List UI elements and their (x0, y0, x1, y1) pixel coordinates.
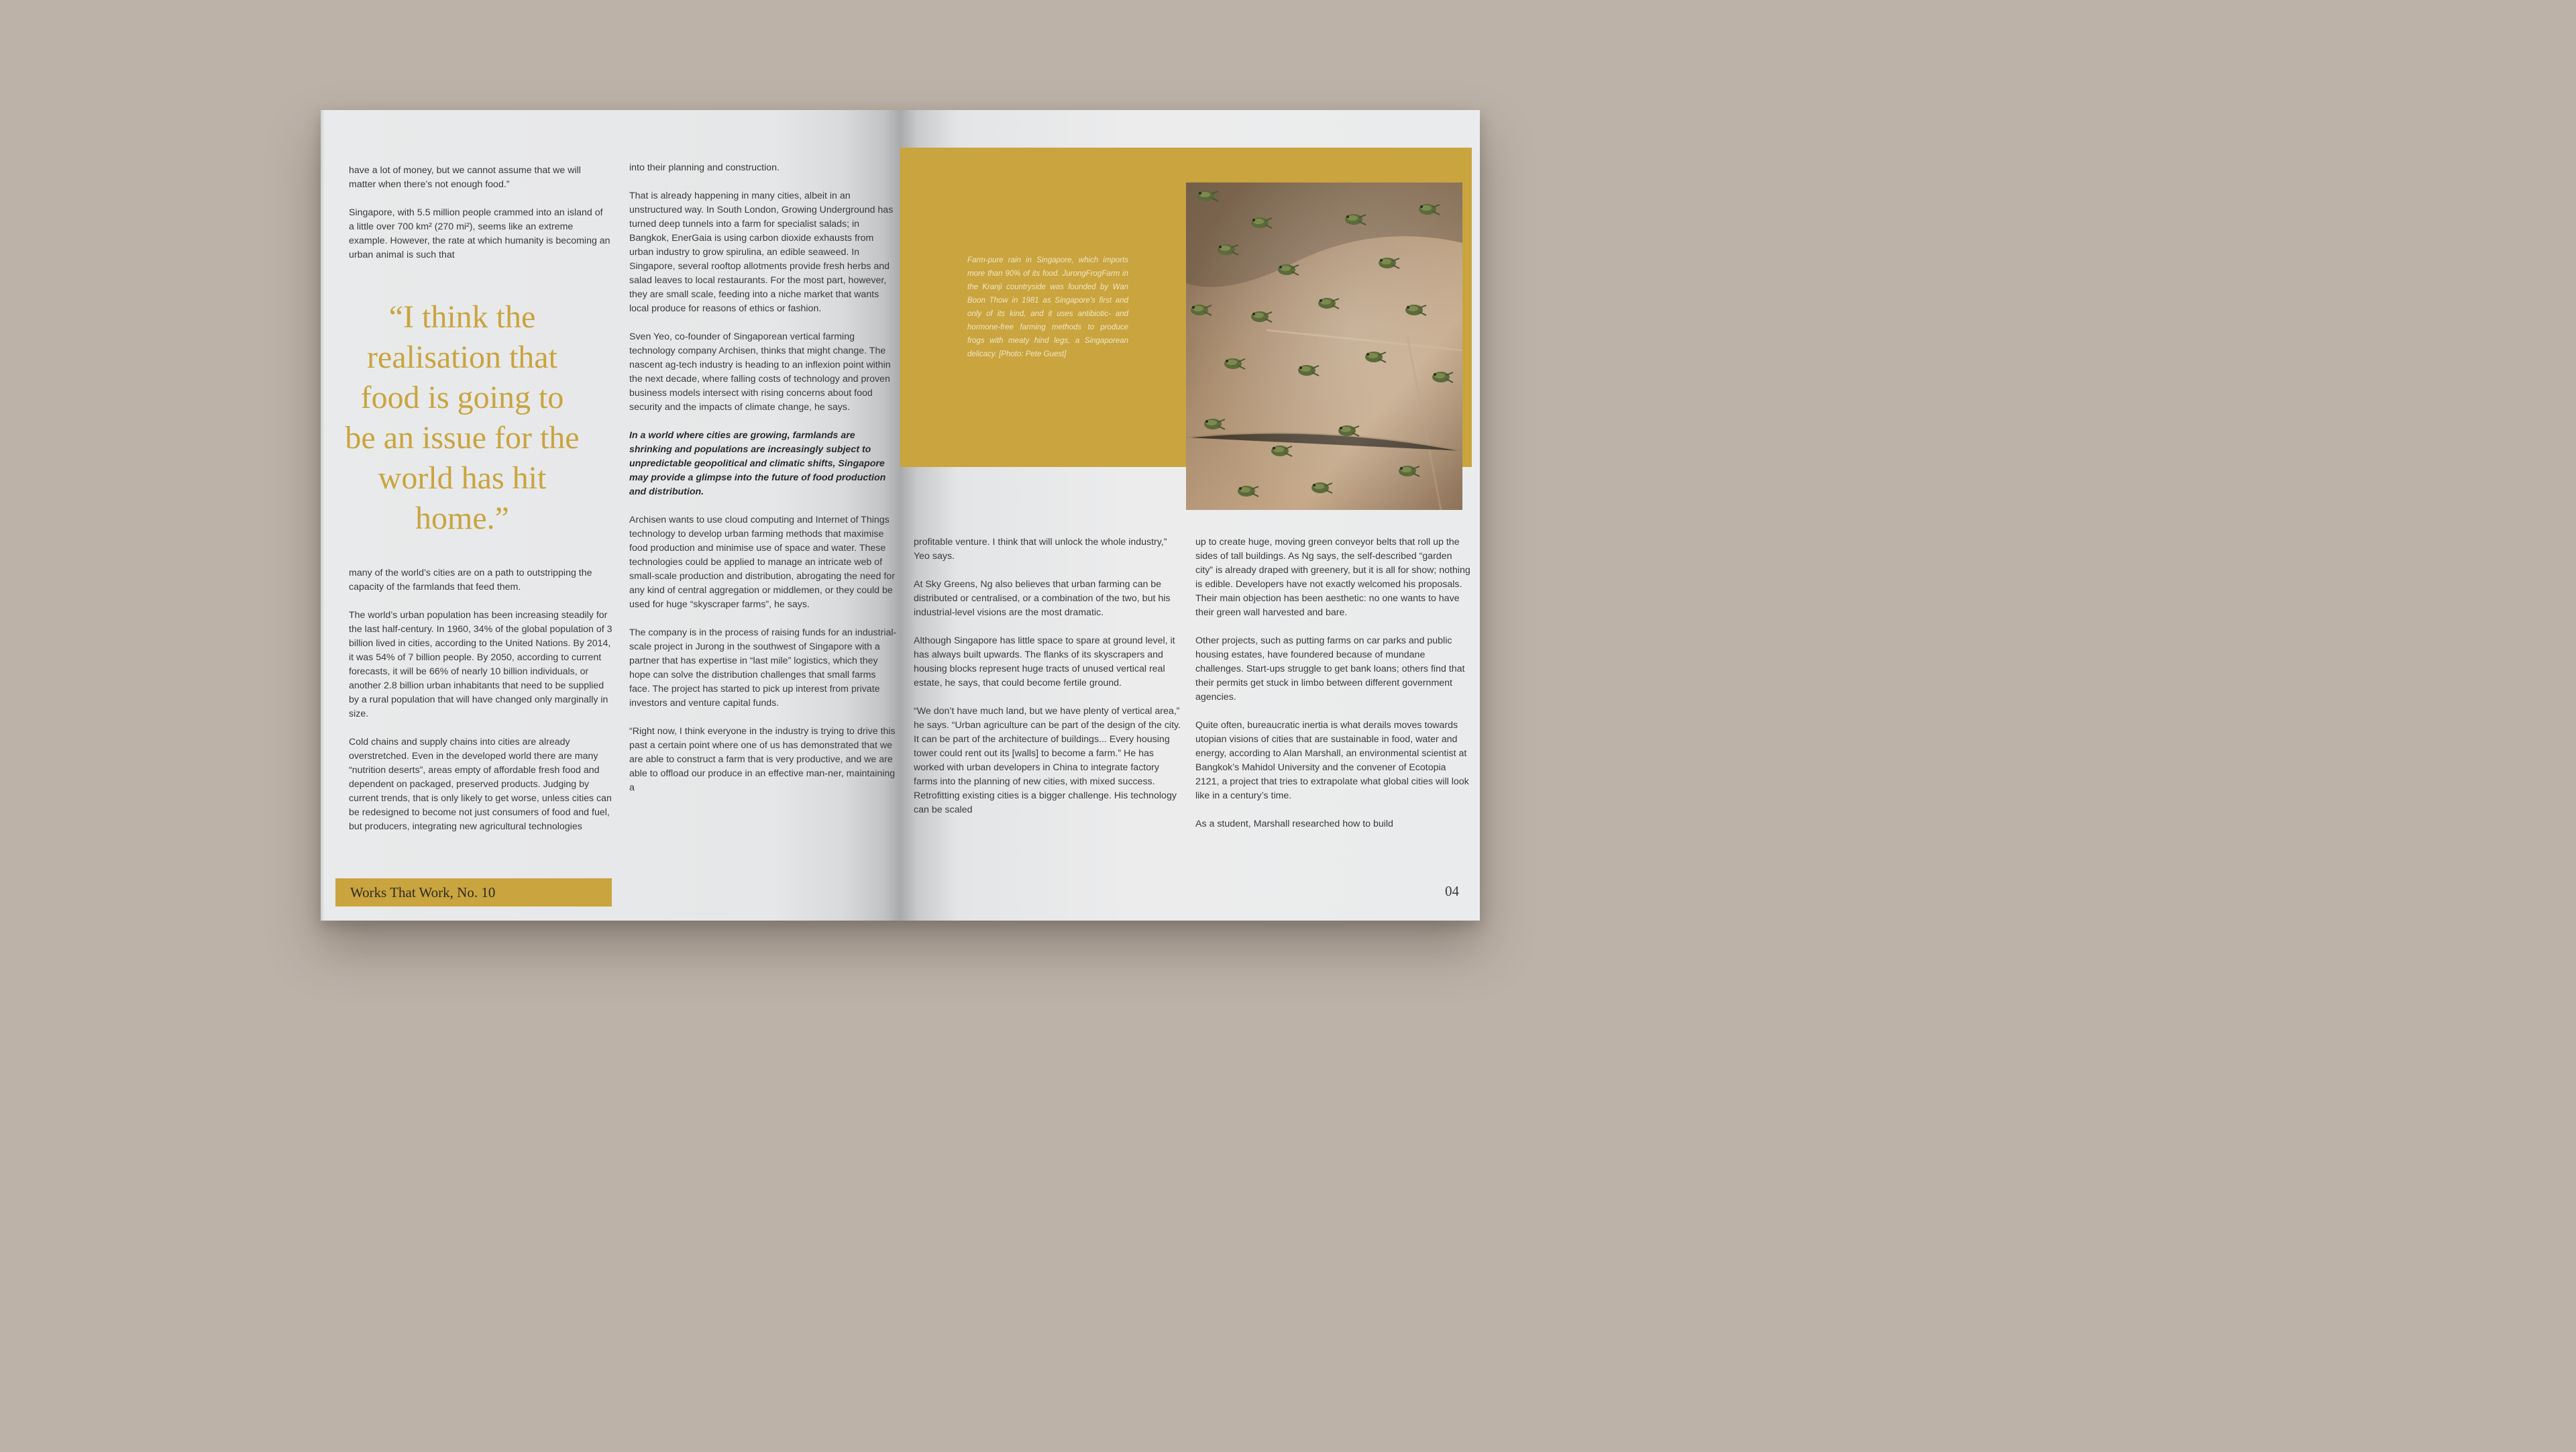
middle-column (629, 161, 898, 809)
paragraph: Quite often, bureaucratic inertia is what derails moves towards utopian visions of cities that are sustainable in food, water and energy, according to Alan Marshall, an environmental scientist at Bangkok’s Mahidol University and the convener of Ecotopia 2121, a project that tries to extrapolate what global cities will look like in a century’s time. (1195, 720, 1469, 801)
paragraph: up to create huge, moving green conveyor belts that roll up the sides of tall buildings. As Ng says, the self-described “garden city” is already draped with greenery, but it is all for show; nothing is edible. Developers have not exactly welcomed his proposals. Their main objection has been aesthetic: no one wants to have their green wall harvested and bare. (1195, 537, 1470, 618)
paragraph: many of the world’s cities are on a path to outstripping the capacity of the farmlands that feed them. (349, 568, 592, 592)
paragraph: Sven Yeo, co-founder of Singaporean vertical farming technology company Archisen, thinks that might change. The nascent ag-tech industry is heading to an inflexion point within the next decade, where falling costs of technology and proven business models intersect with rising concerns about food security and the impacts of climate change, he says. (629, 331, 891, 413)
paragraph: into their planning and construction. (629, 162, 780, 173)
paragraph: At Sky Greens, Ng also believes that urban farming can be distributed or centralised, or a combination of the two, but his industrial-level visions are the most dramatic. (914, 579, 1171, 618)
right-column-1 (914, 535, 1182, 831)
right-page (900, 110, 1480, 921)
footer-bar (335, 878, 612, 906)
paragraph: “We don’t have much land, but we have plenty of vertical area,” he says. “Urban agriculture can be part of the design of the city. It can be part of the architecture of buildings... Every housing tower could rent out its [walls] to become a farm.” He has worked with urban developers in China to integrate factory farms into the planning of new cities, with mixed success. Retrofitting existing cities is a bigger challenge. His technology can be scaled (914, 706, 1181, 815)
paragraph: profitable venture. I think that will unlock the whole industry,” Yeo says. (914, 537, 1167, 562)
paragraph: As a student, Marshall researched how to build (1195, 819, 1393, 829)
paragraph: Singapore, with 5.5 million people crammed into an island of a little over 700 km² (270 mi²), seems like an extreme example. However, the rate at which humanity is becoming an urban animal is such that (349, 207, 610, 260)
magazine-spread (321, 110, 1480, 921)
paragraph: Although Singapore has little space to spare at ground level, it has always built upwards. The flanks of its skyscrapers and housing blocks represent huge tracts of unused vertical real estate, he says, that could become fertile ground. (914, 635, 1175, 688)
paragraph: The world’s urban population has been increasing steadily for the last half-century. In 1960, 34% of the global population of 3 billion lived in cities, according to the United Nations. By 2014, it was 54% of 7 billion people. By 2050, according to current forecasts, it will be 66% of nearly 10 billion individuals, or another 2.8 billion urban inhabitants that need to be supplied by a rural population that will have changed only marginally in size. (349, 610, 612, 719)
left-page (321, 110, 900, 921)
paragraph: Other projects, such as putting farms on car parks and public housing estates, have foundered because of mundane challenges. Start-ups struggle to get bank loans; others find that their permits get stuck in limbo between different government agencies. (1195, 635, 1465, 703)
paragraph: Archisen wants to use cloud computing and Internet of Things technology to develop urban farming methods that maximise food production and minimise use of space and water. These technologies could be applied to manage an intricate web of small-scale production and distribution, abrogating the need for any kind of central aggregation or middlemen, or they could be used for huge “skyscraper farms”, he says. (629, 515, 895, 610)
paragraph: “Right now, I think everyone in the industry is trying to drive this past a certain point where one of us has demonstrated that we are able to construct a farm that is very productive, and we are able to offload our produce in an effective man-ner, maintaining a (629, 726, 896, 793)
frog-farm-photo (1186, 183, 1462, 510)
paragraph: Cold chains and supply chains into cities are already overstretched. Even in the developed world there are many “nutrition deserts”, areas empty of affordable fresh food and dependent on packaged, preserved products. Judging by current trends, that is only likely to get worse, unless cities can be redesigned to become not just consumers of food and fuel, but producers, integrating new agricultural technologies (349, 737, 612, 832)
pull-quote: “I think the realisation that food is going to be an issue for the world has hit home.” (345, 299, 580, 536)
emphasis-paragraph: In a world where cities are growing, farmlands are shrinking and populations are increasingly subject to unpredictable geopolitical and climatic shifts, Singapore may provide a glimpse into the future of food production and distribution. (629, 430, 886, 497)
left-column-top (349, 164, 610, 276)
page-number: 04 (1445, 883, 1459, 899)
left-column-bottom (349, 566, 614, 848)
paragraph: That is already happening in many cities, albeit in an unstructured way. In South London, Growing Underground has turned deep tunnels into a farm for specialist salads; in Bangkok, EnerGaia is using carbon dioxide exhausts from urban industry to grow spirulina, an edible seaweed. In Singapore, several rooftop allotments provide fresh herbs and salad leaves to local restaurants. For the most part, however, they are small scale, feeding into a niche market that wants local produce for reasons of ethics or fashion. (629, 191, 894, 314)
photo-caption: Farm-pure rain in Singapore, which imports more than 90% of its food. JurongFrogFarm in the Kranji countryside was founded by Wan Boon Thow in 1981 as Singapore’s first and only of its kind, and it uses antibiotic- and hormone-free farming methods to produce frogs with meaty hind legs, a Singaporean delicacy. [Photo: Pete Guest] (967, 256, 1128, 358)
paragraph: have a lot of money, but we cannot assume that we will matter when there’s not enough food.” (349, 165, 581, 190)
paragraph: The company is in the process of raising funds for an industrial-scale project in Jurong in the southwest of Singapore with a partner that has expertise in “last mile” logistics, which they hope can solve the distribution challenges that small farms face. The project has started to pick up interest from private investors and venture capital funds. (629, 627, 897, 709)
footer-label: Works That Work, No. 10 (350, 884, 496, 900)
right-column-2 (1195, 535, 1470, 845)
